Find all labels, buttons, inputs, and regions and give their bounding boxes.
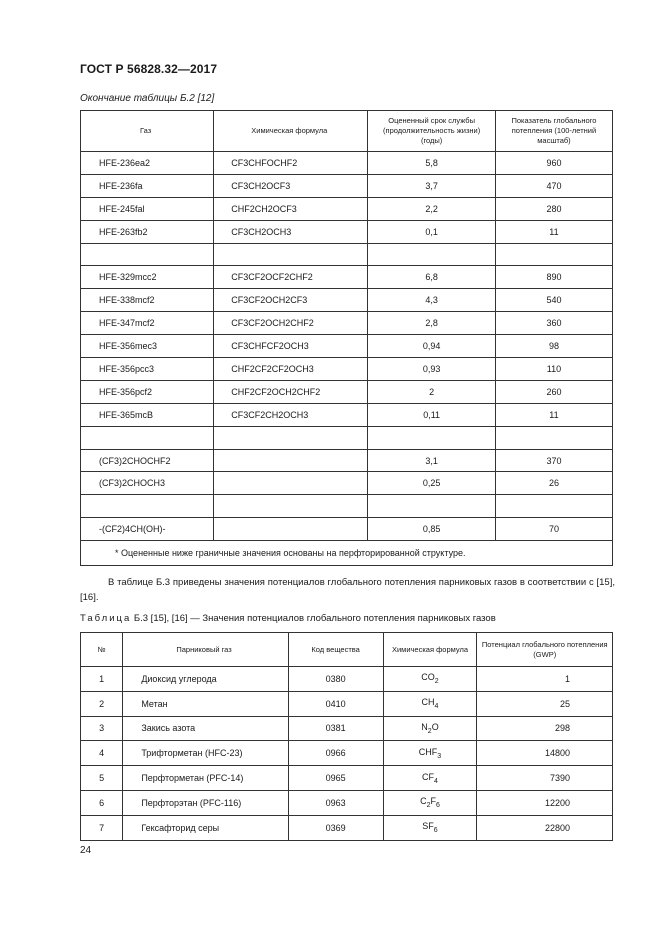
- table-row: [81, 691, 613, 716]
- table-row: [81, 766, 613, 791]
- cell-chem-formula: [383, 741, 477, 766]
- table-row: [81, 380, 613, 403]
- table-row: [81, 220, 613, 243]
- cell-lifetime: 0,1: [368, 220, 496, 243]
- cell-number: 6: [81, 790, 123, 815]
- cell-lifetime: 0,93: [368, 358, 496, 381]
- cell-code: 0369: [288, 815, 383, 840]
- cell-gwp: 370: [495, 449, 612, 472]
- cell-gas: HFE-338mcf2: [81, 289, 214, 312]
- cell-gas-name: Перфторметан (PFC-14): [123, 766, 288, 791]
- table-row: [81, 312, 613, 335]
- col-header-chem-formula: Химическая формула: [383, 633, 477, 667]
- table-row: [81, 449, 613, 472]
- table-row: [81, 472, 613, 495]
- formula-subscript: 6: [435, 802, 440, 810]
- cell-gas: HFE-356mec3: [81, 335, 214, 358]
- cell-formula: [214, 472, 368, 495]
- cell-formula: CF3CF2OCH2CHF2: [214, 312, 368, 335]
- formula-part: N: [421, 721, 428, 732]
- cell-formula: CHF2CH2OCF3: [214, 197, 368, 220]
- cell-number: 4: [81, 741, 123, 766]
- cell-gas: HFE-356pcf2: [81, 380, 214, 403]
- cell-lifetime: 0,25: [368, 472, 496, 495]
- cell-gas: HFE-263fb2: [81, 220, 214, 243]
- formula-part: CH: [421, 697, 435, 708]
- cell-gwp: [495, 495, 612, 518]
- table-row: [81, 289, 613, 312]
- cell-gwp-value: 7390: [477, 766, 613, 791]
- cell-gas-name: Гексафторид серы: [123, 815, 288, 840]
- formula-part: SF: [422, 821, 434, 832]
- cell-lifetime: 0,11: [368, 403, 496, 426]
- cell-gas: HFE-365mcB: [81, 403, 214, 426]
- table-row: [81, 174, 613, 197]
- cell-lifetime: 3,7: [368, 174, 496, 197]
- formula-subscript: 3: [437, 752, 442, 760]
- cell-formula: [214, 449, 368, 472]
- cell-lifetime: [368, 495, 496, 518]
- cell-lifetime: 6,8: [368, 266, 496, 289]
- cell-gas: HFE-236ea2: [81, 152, 214, 175]
- cell-gas-name: Метан: [123, 691, 288, 716]
- cell-chem-formula: [383, 790, 477, 815]
- col-header-gas: Газ: [81, 111, 214, 152]
- table1-note-row: [81, 541, 613, 566]
- table2-header-row: [81, 633, 613, 667]
- col-header-lifetime: Оцененный срок службы (продолжительность жизни) (годы): [368, 111, 496, 152]
- body-paragraph: В таблице Б.3 приведены значения потенциалов глобального потепления парниковых газов в соответствии с [15], [16].: [80, 577, 615, 603]
- formula-subscript: 2: [434, 678, 439, 686]
- formula-part: CF: [422, 771, 435, 782]
- cell-formula: CF3CH2OCF3: [214, 174, 368, 197]
- cell-formula: CF3CF2CH2OCH3: [214, 403, 368, 426]
- cell-gwp: 960: [495, 152, 612, 175]
- cell-gas: [81, 243, 214, 266]
- table-row: [81, 197, 613, 220]
- cell-gwp: 110: [495, 358, 612, 381]
- cell-gwp: 540: [495, 289, 612, 312]
- table-row: [81, 243, 613, 266]
- cell-formula: [214, 243, 368, 266]
- cell-number: 3: [81, 716, 123, 741]
- cell-chem-formula: [383, 766, 477, 791]
- col-header-number: №: [81, 633, 123, 667]
- cell-code: 0966: [288, 741, 383, 766]
- cell-gwp: 11: [495, 220, 612, 243]
- cell-number: 2: [81, 691, 123, 716]
- table-row: [81, 358, 613, 381]
- cell-gas: (CF3)2CHOCH3: [81, 472, 214, 495]
- table-row: [81, 403, 613, 426]
- page-number: 24: [80, 845, 92, 856]
- col-header-gas-name: Парниковый газ: [123, 633, 288, 667]
- cell-gas: HFE-347mcf2: [81, 312, 214, 335]
- cell-gas: [81, 426, 214, 449]
- cell-gas-name: Диоксид углерода: [123, 667, 288, 692]
- table-b2-continuation: [80, 110, 613, 566]
- cell-gwp: 98: [495, 335, 612, 358]
- table-row: [81, 266, 613, 289]
- cell-lifetime: 4,3: [368, 289, 496, 312]
- cell-code: 0963: [288, 790, 383, 815]
- table-row: [81, 815, 613, 840]
- cell-chem-formula: [383, 716, 477, 741]
- cell-gas-name: Трифторметан (HFC-23): [123, 741, 288, 766]
- cell-gwp-value: 298: [477, 716, 613, 741]
- cell-formula: CF3CH2OCH3: [214, 220, 368, 243]
- formula-part: O: [431, 721, 439, 732]
- cell-lifetime: 2: [368, 380, 496, 403]
- cell-gas: [81, 495, 214, 518]
- cell-formula: CF3CF2OCF2CHF2: [214, 266, 368, 289]
- table-row: [81, 152, 613, 175]
- table-row: [81, 335, 613, 358]
- cell-gwp: 70: [495, 518, 612, 541]
- cell-lifetime: 2,2: [368, 197, 496, 220]
- cell-lifetime: 0,94: [368, 335, 496, 358]
- cell-gwp: 26: [495, 472, 612, 495]
- cell-code: 0410: [288, 691, 383, 716]
- cell-lifetime: 2,8: [368, 312, 496, 335]
- cell-gwp-value: 12200: [477, 790, 613, 815]
- formula-part: F: [430, 796, 436, 807]
- cell-number: 7: [81, 815, 123, 840]
- table-row: [81, 426, 613, 449]
- cell-gwp-value: 25: [477, 691, 613, 716]
- cell-gwp: 280: [495, 197, 612, 220]
- cell-chem-formula: [383, 691, 477, 716]
- col-header-formula: Химическая формула: [214, 111, 368, 152]
- cell-gwp-value: 1: [477, 667, 613, 692]
- cell-formula: [214, 518, 368, 541]
- col-header-gwp: Показатель глобального потепления (100-летний масштаб): [495, 111, 612, 152]
- cell-lifetime: 3,1: [368, 449, 496, 472]
- cell-formula: CHF2CF2CF2OCH3: [214, 358, 368, 381]
- col-header-code: Код вещества: [288, 633, 383, 667]
- table-row: [81, 716, 613, 741]
- cell-gas: HFE-236fa: [81, 174, 214, 197]
- cell-formula: [214, 426, 368, 449]
- cell-gas: (CF3)2CHOCHF2: [81, 449, 214, 472]
- cell-lifetime: [368, 243, 496, 266]
- formula-part: CHF: [418, 746, 438, 757]
- cell-gwp-value: 22800: [477, 815, 613, 840]
- formula-subscript: 2: [426, 802, 431, 810]
- cell-formula: CF3CHFCF2OCH3: [214, 335, 368, 358]
- cell-gas-name: Перфторэтан (PFC-116): [123, 790, 288, 815]
- cell-code: 0380: [288, 667, 383, 692]
- cell-gas: HFE-356pcc3: [81, 358, 214, 381]
- cell-gwp: 890: [495, 266, 612, 289]
- table-row: [81, 741, 613, 766]
- cell-gwp-value: 14800: [477, 741, 613, 766]
- cell-formula: CHF2CF2OCH2CHF2: [214, 380, 368, 403]
- formula-subscript: 4: [434, 703, 439, 711]
- cell-formula: CF3CF2OCH2CF3: [214, 289, 368, 312]
- formula-part: CO: [421, 672, 435, 683]
- table-b3-gwp: [80, 632, 613, 841]
- table-row: [81, 667, 613, 692]
- cell-gas: HFE-245fal: [81, 197, 214, 220]
- table-row: [81, 518, 613, 541]
- cell-gas: HFE-329mcc2: [81, 266, 214, 289]
- table2-caption-text: Б.3 [15], [16] — Значения потенциалов глобального потепления парниковых газов: [133, 613, 496, 624]
- cell-lifetime: [368, 426, 496, 449]
- cell-lifetime: 5,8: [368, 152, 496, 175]
- cell-gwp: 11: [495, 403, 612, 426]
- cell-formula: CF3CHFOCHF2: [214, 152, 368, 175]
- table-row: [81, 790, 613, 815]
- table-row: [81, 495, 613, 518]
- cell-chem-formula: [383, 667, 477, 692]
- cell-number: 1: [81, 667, 123, 692]
- formula-subscript: 4: [434, 777, 438, 785]
- cell-chem-formula: [383, 815, 477, 840]
- cell-gwp: 470: [495, 174, 612, 197]
- cell-gwp: [495, 426, 612, 449]
- table1-note: * Оцененные ниже граничные значения основаны на перфторированной структуре.: [81, 541, 613, 566]
- table1-caption: Окончание таблицы Б.2 [12]: [80, 93, 215, 104]
- table2-caption-label: Таблица: [80, 613, 132, 624]
- cell-formula: [214, 495, 368, 518]
- cell-number: 5: [81, 766, 123, 791]
- col-header-gwp-value: Потенциал глобального потепления (GWP): [477, 633, 613, 667]
- formula-subscript: 2: [427, 727, 432, 735]
- formula-subscript: 6: [433, 827, 438, 835]
- cell-code: 0381: [288, 716, 383, 741]
- cell-lifetime: 0,85: [368, 518, 496, 541]
- table2-caption: [80, 613, 496, 624]
- cell-gas: -(CF2)4CH(OH)-: [81, 518, 214, 541]
- cell-code: 0965: [288, 766, 383, 791]
- cell-gwp: [495, 243, 612, 266]
- table1-header-row: [81, 111, 613, 152]
- cell-gas-name: Закись азота: [123, 716, 288, 741]
- cell-gwp: 260: [495, 380, 612, 403]
- document-header: ГОСТ Р 56828.32—2017: [80, 62, 218, 76]
- cell-gwp: 360: [495, 312, 612, 335]
- formula-part: C: [420, 796, 427, 807]
